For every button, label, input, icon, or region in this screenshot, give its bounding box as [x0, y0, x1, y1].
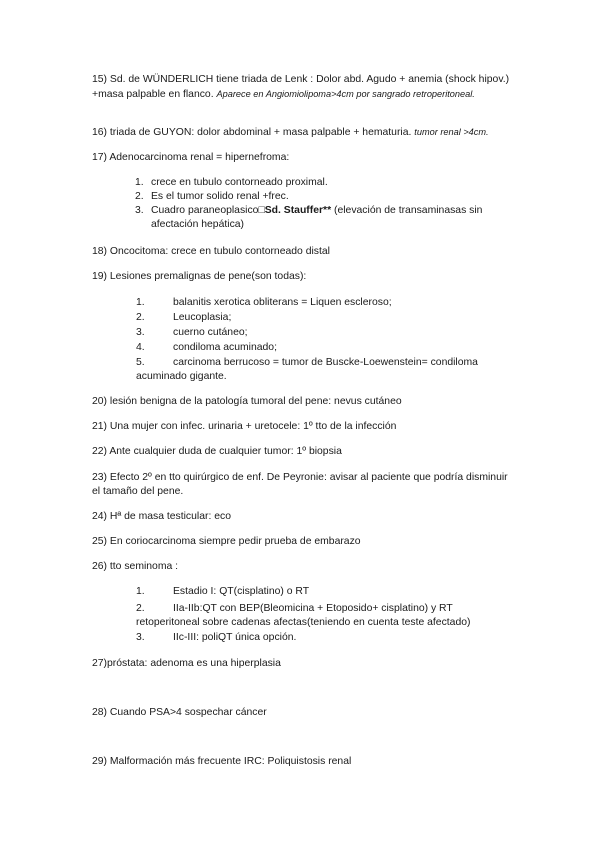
- list-number: 2.: [135, 191, 144, 202]
- list-text: Cuadro paraneoplasico□: [151, 205, 265, 216]
- list-text: condiloma acuminado;: [173, 342, 277, 353]
- item-18: 18) Oncocitoma: crece en tubulo contorneado distal: [92, 246, 330, 257]
- list-text-cont: (elevación de transaminasas sin afectación hepática): [151, 205, 483, 230]
- list-number: 3.: [135, 205, 144, 216]
- item-26-title: 26) tto seminoma :: [92, 561, 179, 572]
- list-number: 3.: [136, 632, 145, 643]
- item-27: 27)próstata: adenoma es una hiperplasia: [92, 658, 281, 669]
- list-text-cont: retoperitoneal sobre cadenas afectas(teniendo en cuenta teste afectado): [136, 617, 471, 628]
- list-number: 1.: [136, 586, 145, 597]
- item-16-note: tumor renal >4cm.: [414, 127, 489, 137]
- item-20: 20) lesión benigna de la patología tumoral del pene: nevus cutáneo: [92, 396, 402, 407]
- list-number: 2.: [136, 603, 145, 614]
- item-22: 22) Ante cualquier duda de cualquier tumor: 1º biopsia: [92, 446, 342, 457]
- list-item: [136, 585, 516, 599]
- list-text: crece en tubulo contorneado proximal.: [151, 177, 328, 188]
- list-text: Leucoplasia;: [173, 312, 232, 323]
- item-16: [92, 125, 510, 140]
- item-23: 23) Efecto 2º en tto quirúrgico de enf. De Peyronie: avisar al paciente que podría disminuir el tamaño del pene.: [92, 472, 508, 497]
- list-text: IIa-IIb:QT con BEP(Bleomicina + Etoposido+ cisplatino) y RT: [173, 603, 453, 614]
- list-number: 4.: [136, 342, 145, 353]
- list-text: Es el tumor solido renal +frec.: [151, 191, 289, 202]
- list-number: 1.: [136, 297, 145, 308]
- item-17-list: [135, 176, 515, 232]
- list-item: [135, 190, 515, 204]
- item-19-list: [136, 296, 516, 384]
- list-text: Estadio I: QT(cisplatino) o RT: [173, 586, 310, 597]
- list-text: balanitis xerotica obliterans = Liquen escleroso;: [173, 297, 392, 308]
- item-21: 21) Una mujer con infec. urinaria + uretocele: 1º tto de la infección: [92, 421, 397, 432]
- item-19-title: 19) Lesiones premalignas de pene(son todas):: [92, 271, 307, 282]
- list-item: [136, 326, 516, 340]
- item-15: [92, 73, 510, 102]
- item-15-note: Aparece en Angiomiolipoma>4cm por sangrado retroperitoneal.: [216, 89, 475, 99]
- list-item: [136, 296, 516, 310]
- item-17-title: 17) Adenocarcinoma renal = hipernefroma:: [92, 152, 290, 163]
- item-15-text: 15) Sd. de WÜNDERLICH tiene triada de Lenk : Dolor abd. Agudo + anemia (shock hipov.) +masa palpable en flanco.: [92, 74, 510, 100]
- stauffer-term: Sd. Stauffer**: [264, 205, 332, 216]
- item-24: 24) Hª de masa testicular: eco: [92, 511, 231, 522]
- item-28: 28) Cuando PSA>4 sospechar cáncer: [92, 707, 267, 718]
- list-number: 5.: [136, 357, 145, 368]
- list-item: [136, 311, 516, 325]
- list-text: IIc-III: poliQT única opción.: [173, 632, 297, 643]
- list-text-cont: acuminado gigante.: [136, 371, 227, 382]
- list-item: [136, 631, 516, 645]
- item-25: 25) En coriocarcinoma siempre pedir prueba de embarazo: [92, 536, 361, 547]
- list-item: [136, 341, 516, 355]
- list-number: 1.: [135, 177, 144, 188]
- list-text: carcinoma berrucoso = tumor de Buscke-Loewenstein= condiloma: [173, 357, 478, 368]
- list-number: 3.: [136, 327, 145, 338]
- list-item: [135, 176, 515, 190]
- item-16-text: 16) triada de GUYON: dolor abdominal + masa palpable + hematuria.: [92, 127, 412, 138]
- list-item: [135, 204, 515, 232]
- list-number: 2.: [136, 312, 145, 323]
- item-29: 29) Malformación más frecuente IRC: Poliquistosis renal: [92, 756, 352, 767]
- list-text: cuerno cutáneo;: [173, 327, 248, 338]
- list-item: [136, 356, 516, 370]
- list-item: [136, 602, 516, 616]
- item-26-list: [136, 585, 516, 645]
